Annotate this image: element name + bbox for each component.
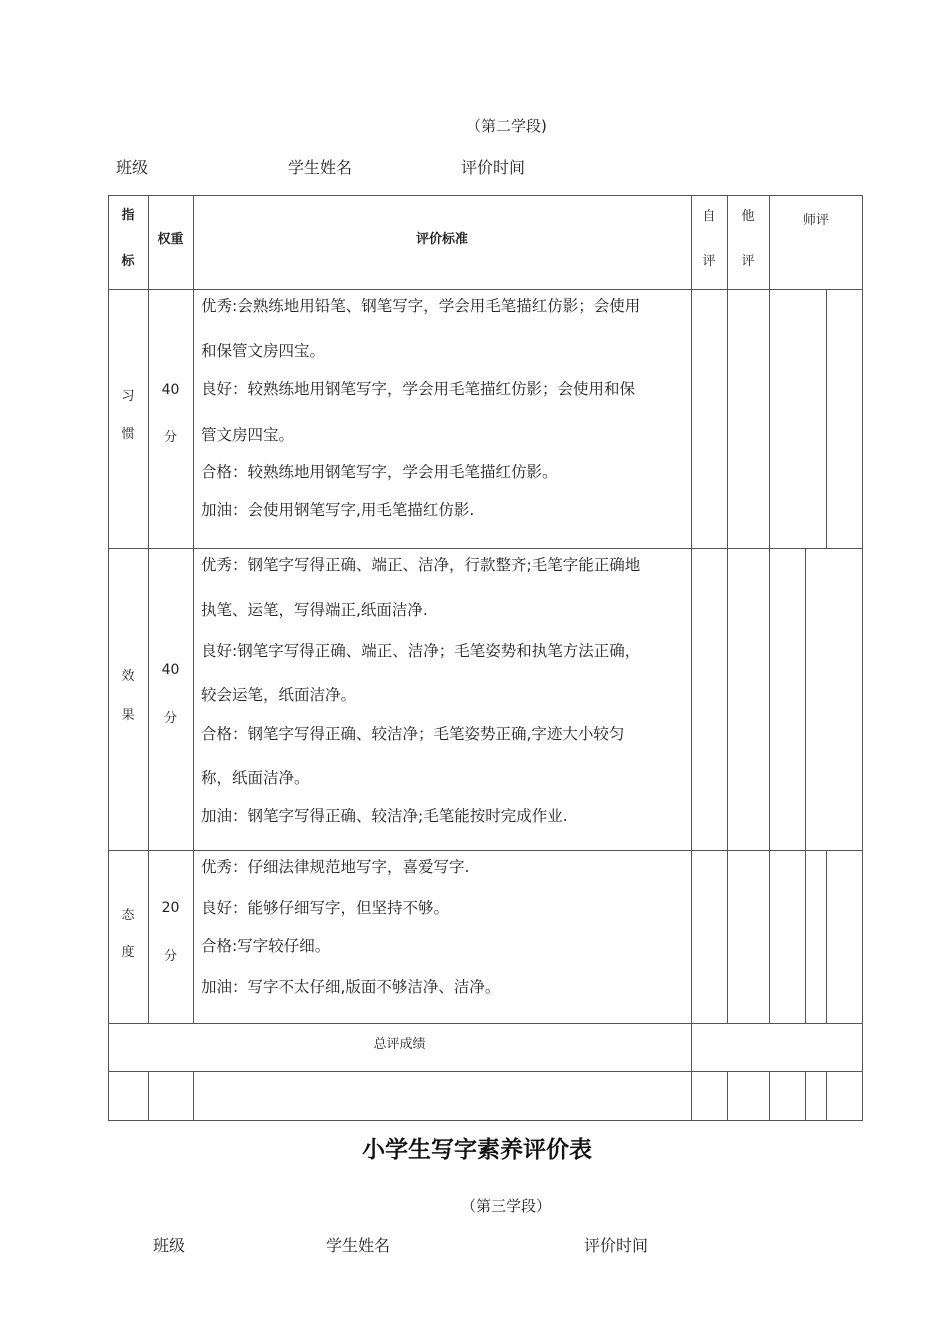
row-attitude-indicator-2: 度	[121, 945, 135, 960]
header-indicator-1: 指	[121, 208, 135, 223]
header-criteria: 评价标准	[415, 232, 468, 247]
table-border	[826, 850, 827, 1024]
header-peer-1: 他	[741, 209, 755, 224]
table-border	[108, 1023, 863, 1024]
criteria-line: 合格：较熟练地用钢笔写字，学会用毛笔描红仿影。	[201, 463, 558, 481]
table-border	[769, 1071, 770, 1121]
table-border	[727, 195, 728, 1024]
header-peer-2: 评	[741, 254, 755, 269]
table-border	[108, 850, 863, 851]
table-border	[805, 1071, 806, 1121]
table-border	[108, 289, 863, 290]
row-habit-weight-2: 分	[163, 430, 177, 445]
header-indicator-2: 标	[121, 254, 135, 269]
evaluation-time-label: 评价时间	[584, 1236, 649, 1255]
header-self-2: 评	[702, 254, 716, 269]
criteria-line: 和保管文房四宝。	[201, 342, 326, 360]
criteria-line: 合格：钢笔字写得正确、较洁净；毛笔姿势正确,字迹大小较匀	[201, 725, 625, 743]
table-border	[108, 195, 863, 196]
class-label: 班级	[116, 158, 149, 177]
table-border	[769, 195, 770, 1024]
criteria-line: 管文房四宝。	[201, 426, 295, 444]
row-attitude-weight-1: 20	[161, 900, 180, 916]
table-border	[727, 1071, 728, 1121]
table-border	[108, 548, 863, 549]
criteria-line: 执笔、运笔，写得端正,纸面洁净.	[201, 601, 428, 619]
criteria-line: 良好：能够仔细写字，但坚持不够。	[201, 899, 450, 917]
table-border	[108, 1120, 863, 1121]
stage-label: （第二学段)	[466, 117, 547, 135]
total-score-label: 总评成绩	[373, 1037, 426, 1052]
student-name-label: 学生姓名	[288, 158, 353, 177]
row-habit-indicator-2: 惯	[121, 427, 135, 442]
row-attitude-weight-2: 分	[163, 949, 177, 964]
criteria-line: 良好：较熟练地用钢笔写字，学会用毛笔描红仿影；会使用和保	[201, 380, 636, 398]
table-border	[193, 195, 194, 1024]
class-label: 班级	[153, 1236, 186, 1255]
row-habit-weight-1: 40	[161, 382, 180, 398]
table-border	[108, 1071, 863, 1072]
table-border	[148, 1071, 149, 1121]
table-border	[108, 195, 109, 1121]
row-effect-indicator-1: 效	[121, 669, 135, 684]
table-border	[826, 289, 827, 549]
row-effect-weight-1: 40	[161, 662, 180, 678]
criteria-line: 合格:写字较仔细。	[201, 937, 331, 955]
table-border	[691, 195, 692, 1121]
criteria-line: 优秀:会熟练地用铅笔、钢笔写字，学会用毛笔描红仿影；会使用	[201, 297, 641, 315]
criteria-line: 称，纸面洁净。	[201, 769, 310, 787]
criteria-line: 较会运笔，纸面洁净。	[201, 686, 357, 704]
row-effect-weight-2: 分	[163, 711, 177, 726]
row-effect-indicator-2: 果	[121, 708, 135, 723]
criteria-line: 优秀：仔细法律规范地写字，喜爱写字.	[201, 858, 470, 876]
stage-label: （第三学段）	[461, 1197, 552, 1215]
row-attitude-indicator-1: 态	[121, 908, 135, 923]
header-teacher: 师评	[802, 213, 829, 228]
table-border	[805, 548, 806, 1024]
criteria-line: 加油：会使用钢笔写字,用毛笔描红仿影.	[201, 501, 475, 519]
table-border	[862, 195, 863, 1121]
header-weight: 权重	[157, 232, 184, 247]
student-name-label: 学生姓名	[326, 1236, 391, 1255]
criteria-line: 加油：写字不太仔细,版面不够洁净、洁净。	[201, 978, 501, 996]
table-border	[193, 1071, 194, 1121]
evaluation-time-label: 评价时间	[461, 158, 526, 177]
criteria-line: 加油：钢笔字写得正确、较洁净;毛笔能按时完成作业.	[201, 807, 568, 825]
criteria-line: 优秀：钢笔字写得正确、端正、洁净，行款整齐;毛笔字能正确地	[201, 556, 641, 574]
row-habit-indicator-1: 习	[121, 389, 135, 404]
table-border	[826, 1071, 827, 1121]
page-title: 小学生写字素养评价表	[362, 1137, 592, 1163]
header-self-1: 自	[702, 209, 716, 224]
criteria-line: 良好:钢笔字写得正确、端正、洁净；毛笔姿势和执笔方法正确，	[201, 642, 641, 660]
